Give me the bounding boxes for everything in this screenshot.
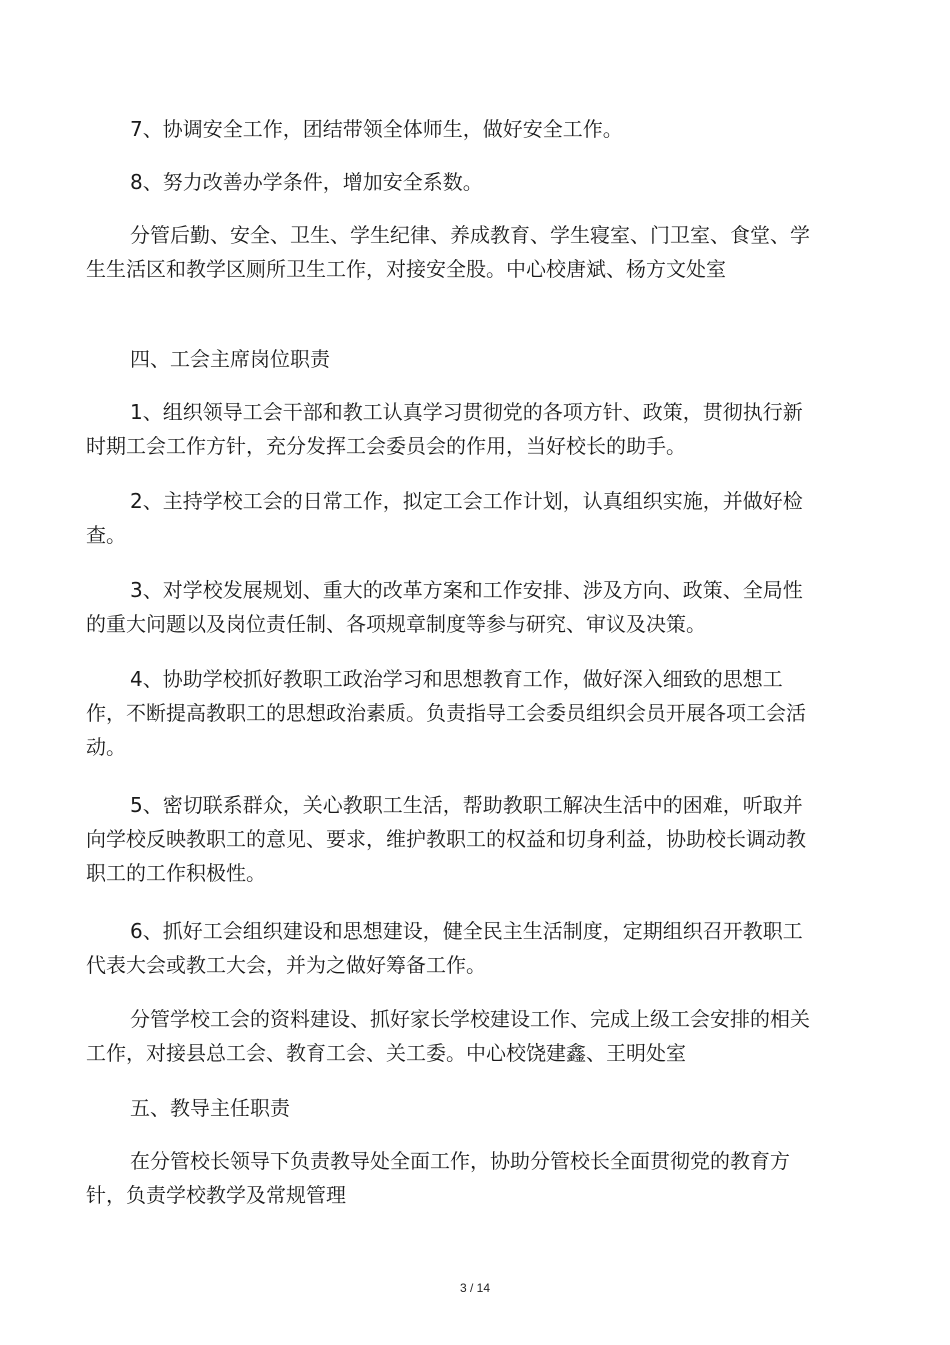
section-heading-union-chair: 四、工会主席岗位职责 <box>130 347 330 371</box>
paragraph-union-summary: 分管学校工会的资料建设、抓好家长学校建设工作、完成上级工会安排的相关工作，对接县总工会、教育工会、关工委。中心校饶建鑫、王明处室 <box>86 1007 810 1065</box>
paragraph-union-item-1: 1、组织领导工会干部和教工认真学习贯彻党的各项方针、政策，贯彻执行新时期工会工作方针，充分发挥工会委员会的作用，当好校长的助手。 <box>86 400 803 458</box>
paragraph-academic-director-intro: 在分管校长领导下负责教导处全面工作，协助分管校长全面贯彻党的教育方针，负责学校教学及常规管理 <box>86 1149 790 1207</box>
paragraph-item-7: 7、协调安全工作，团结带领全体师生，做好安全工作。 <box>130 117 623 141</box>
paragraph-union-item-3: 3、对学校发展规划、重大的改革方案和工作安排、涉及方向、政策、全局性的重大问题以及岗位责任制、各项规章制度等参与研究、审议及决策。 <box>86 578 803 636</box>
section-heading-academic-director: 五、教导主任职责 <box>130 1096 290 1120</box>
paragraph-logistics-summary: 分管后勤、安全、卫生、学生纪律、养成教育、学生寝室、门卫室、食堂、学生生活区和教学区厕所卫生工作，对接安全股。中心校唐斌、杨方文处室 <box>86 223 810 281</box>
page-number-indicator: 3 / 14 <box>459 1281 491 1295</box>
paragraph-union-item-4: 4、协助学校抓好教职工政治学习和思想教育工作，做好深入细致的思想工作，不断提高教职工的思想政治素质。负责指导工会委员组织会员开展各项工会活动。 <box>86 667 806 759</box>
paragraph-union-item-6: 6、抓好工会组织建设和思想建设，健全民主生活制度，定期组织召开教职工代表大会或教工大会，并为之做好筹备工作。 <box>86 919 803 977</box>
paragraph-union-item-2: 2、主持学校工会的日常工作，拟定工会工作计划，认真组织实施，并做好检查。 <box>86 489 803 547</box>
paragraph-union-item-5: 5、密切联系群众，关心教职工生活，帮助教职工解决生活中的困难，听取并向学校反映教职工的意见、要求，维护教职工的权益和切身利益，协助校长调动教职工的工作积极性。 <box>86 793 806 885</box>
paragraph-item-8: 8、努力改善办学条件，增加安全系数。 <box>130 170 483 194</box>
